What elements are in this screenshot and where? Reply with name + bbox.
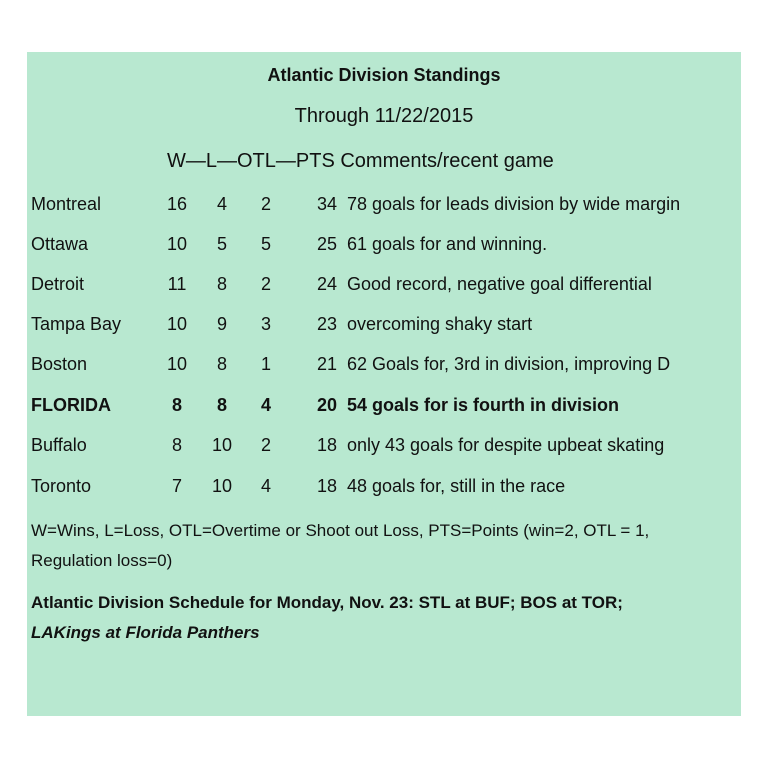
standings-card bbox=[27, 52, 741, 716]
schedule-lead: Atlantic Division Schedule for Monday, Nov. 23: STL at BUF; BOS at TOR; bbox=[31, 593, 623, 612]
otl-cell: 4 bbox=[260, 476, 271, 496]
column-header: W—L—OTL—PTS Comments/recent game bbox=[167, 150, 554, 172]
wins-cell: 8 bbox=[171, 435, 182, 455]
comment-cell: overcoming shaky start bbox=[347, 314, 533, 334]
points-cell: 25 bbox=[316, 234, 337, 254]
team-name: Ottawa bbox=[31, 234, 89, 254]
wins-cell: 10 bbox=[166, 314, 188, 334]
wins-cell: 7 bbox=[171, 476, 182, 496]
wins-cell: 8 bbox=[171, 395, 182, 415]
otl-cell: 4 bbox=[260, 395, 271, 415]
table-row bbox=[27, 352, 741, 376]
points-cell: 23 bbox=[316, 314, 337, 334]
wins-cell: 11 bbox=[167, 274, 187, 294]
otl-cell: 3 bbox=[260, 314, 271, 334]
otl-cell: 2 bbox=[260, 274, 271, 294]
team-name: Toronto bbox=[31, 476, 92, 496]
comment-cell: 62 Goals for, 3rd in division, improving D bbox=[347, 354, 671, 374]
losses-cell: 4 bbox=[216, 194, 227, 214]
team-name: Montreal bbox=[31, 194, 102, 214]
team-name: Buffalo bbox=[31, 435, 87, 455]
otl-cell: 2 bbox=[260, 194, 271, 214]
team-name: FLORIDA bbox=[31, 395, 111, 415]
table-row bbox=[27, 312, 741, 336]
points-cell: 20 bbox=[316, 395, 337, 415]
table-row bbox=[27, 433, 741, 457]
points-cell: 24 bbox=[316, 274, 337, 294]
points-cell: 18 bbox=[316, 476, 337, 496]
table-row-highlighted bbox=[27, 393, 741, 417]
losses-cell: 10 bbox=[211, 435, 233, 455]
losses-cell: 8 bbox=[216, 274, 227, 294]
comment-cell: Good record, negative goal differential bbox=[347, 274, 652, 294]
losses-cell: 5 bbox=[216, 234, 227, 254]
otl-cell: 1 bbox=[260, 354, 271, 374]
legend-text: W=Wins, L=Loss, OTL=Overtime or Shoot out Loss, PTS=Points (win=2, OTL = 1, Regulation loss=0) bbox=[31, 521, 650, 570]
table-row bbox=[27, 192, 741, 216]
page-title: Atlantic Division Standings bbox=[267, 65, 501, 85]
comment-cell: 48 goals for, still in the race bbox=[347, 476, 566, 496]
comment-cell: 61 goals for and winning. bbox=[347, 234, 548, 254]
schedule-highlight: LAKings at Florida Panthers bbox=[31, 623, 260, 642]
otl-cell: 5 bbox=[260, 234, 271, 254]
comment-cell: only 43 goals for despite upbeat skating bbox=[347, 435, 665, 455]
table-row bbox=[27, 272, 741, 296]
losses-cell: 8 bbox=[216, 354, 227, 374]
points-cell: 21 bbox=[316, 354, 337, 374]
table-row bbox=[27, 474, 741, 498]
team-name: Boston bbox=[31, 354, 88, 374]
schedule-text bbox=[31, 588, 731, 648]
wins-cell: 10 bbox=[166, 234, 188, 254]
losses-cell: 10 bbox=[211, 476, 233, 496]
otl-cell: 2 bbox=[260, 435, 271, 455]
points-cell: 34 bbox=[316, 194, 337, 214]
team-name: Tampa Bay bbox=[31, 314, 122, 334]
comment-cell: 54 goals for is fourth in division bbox=[347, 395, 620, 415]
wins-cell: 10 bbox=[166, 354, 188, 374]
losses-cell: 9 bbox=[216, 314, 227, 334]
team-name: Detroit bbox=[31, 274, 85, 294]
table-row bbox=[27, 232, 741, 256]
page-subtitle: Through 11/22/2015 bbox=[294, 105, 474, 127]
comment-cell: 78 goals for leads division by wide margin bbox=[347, 194, 681, 214]
losses-cell: 8 bbox=[216, 395, 227, 415]
wins-cell: 16 bbox=[166, 194, 188, 214]
points-cell: 18 bbox=[316, 435, 337, 455]
